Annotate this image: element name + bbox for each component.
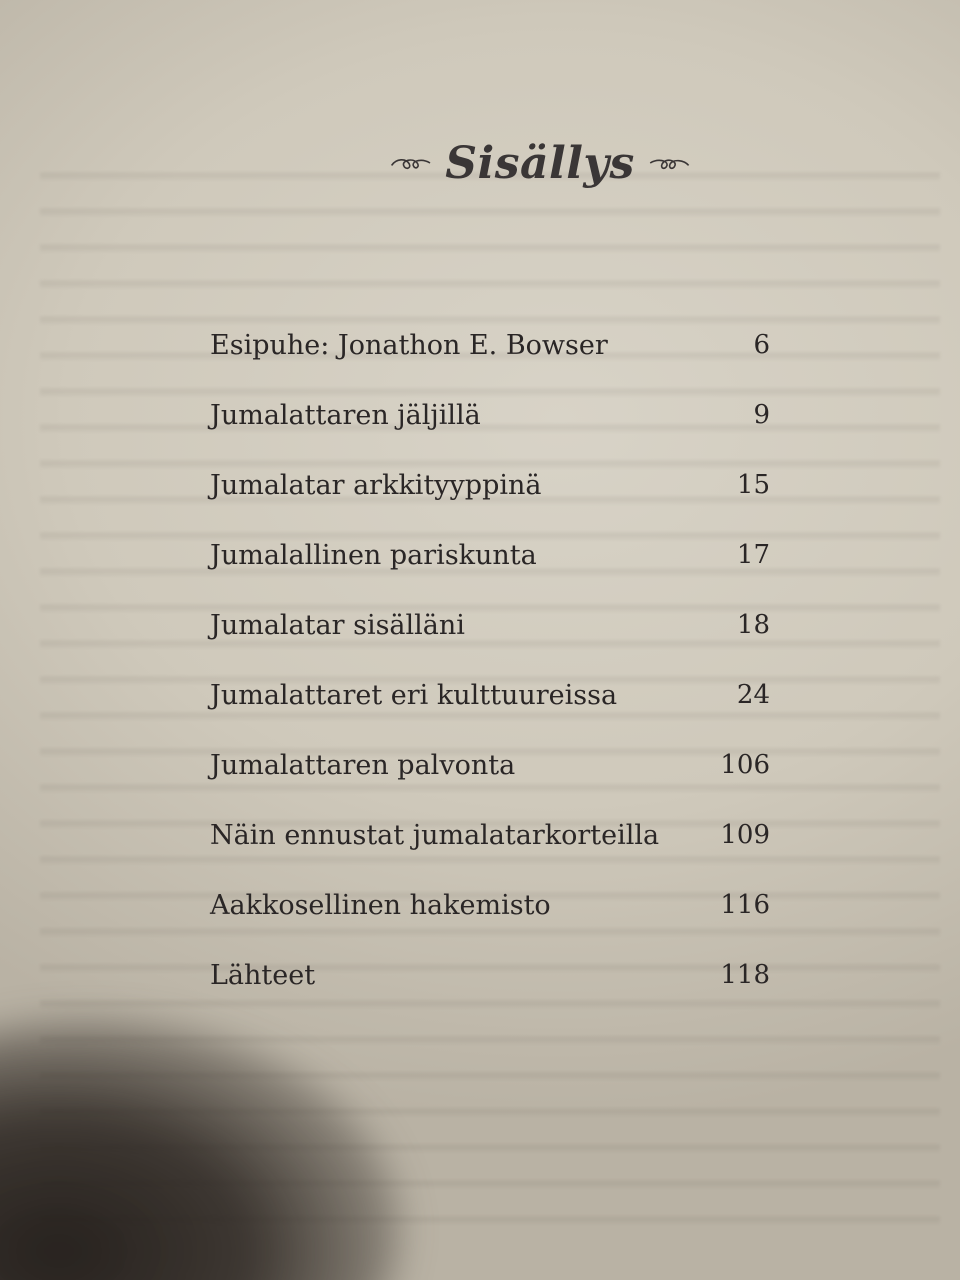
toc-entry[interactable] bbox=[210, 590, 770, 660]
toc-entry-title: Aakkosellinen hakemisto bbox=[210, 889, 551, 921]
table-of-contents bbox=[210, 310, 770, 1010]
toc-entry[interactable] bbox=[210, 310, 770, 380]
toc-entry[interactable] bbox=[210, 660, 770, 730]
toc-entry-page-number: 116 bbox=[720, 890, 770, 920]
toc-entry-page-number: 6 bbox=[753, 330, 770, 360]
toc-entry-page-number: 15 bbox=[736, 470, 770, 500]
toc-entry[interactable] bbox=[210, 940, 770, 1010]
toc-entry-title: Jumalattaren palvonta bbox=[210, 749, 516, 781]
toc-entry[interactable] bbox=[210, 730, 770, 800]
toc-entry-page-number: 18 bbox=[736, 610, 770, 640]
toc-entry-page-number: 17 bbox=[736, 540, 770, 570]
toc-entry-title: Jumalatar sisälläni bbox=[210, 609, 465, 641]
toc-entry-page-number: 109 bbox=[720, 820, 770, 850]
toc-entry-title: Jumalatar arkkityyppinä bbox=[210, 469, 542, 501]
right-flourish-icon bbox=[647, 151, 690, 175]
toc-entry-title: Jumalallinen pariskunta bbox=[210, 539, 537, 571]
toc-entry-page-number: 9 bbox=[753, 400, 770, 430]
page-title: Sisällys bbox=[445, 137, 635, 189]
contents-heading bbox=[390, 128, 690, 198]
toc-entry-title: Jumalattaren jäljillä bbox=[210, 399, 481, 431]
left-flourish-icon bbox=[390, 151, 433, 175]
toc-entry[interactable] bbox=[210, 870, 770, 940]
toc-entry[interactable] bbox=[210, 520, 770, 590]
toc-entry[interactable] bbox=[210, 450, 770, 520]
toc-entry-page-number: 118 bbox=[720, 960, 770, 990]
toc-entry[interactable] bbox=[210, 380, 770, 450]
toc-entry-title: Esipuhe: Jonathon E. Bowser bbox=[210, 329, 608, 361]
toc-entry-page-number: 106 bbox=[720, 750, 770, 780]
toc-entry-page-number: 24 bbox=[736, 680, 770, 710]
toc-entry-title: Lähteet bbox=[210, 959, 316, 991]
toc-entry[interactable] bbox=[210, 800, 770, 870]
toc-entry-title: Näin ennustat jumalatarkorteilla bbox=[210, 819, 660, 851]
toc-entry-title: Jumalattaret eri kulttuureissa bbox=[210, 679, 618, 711]
